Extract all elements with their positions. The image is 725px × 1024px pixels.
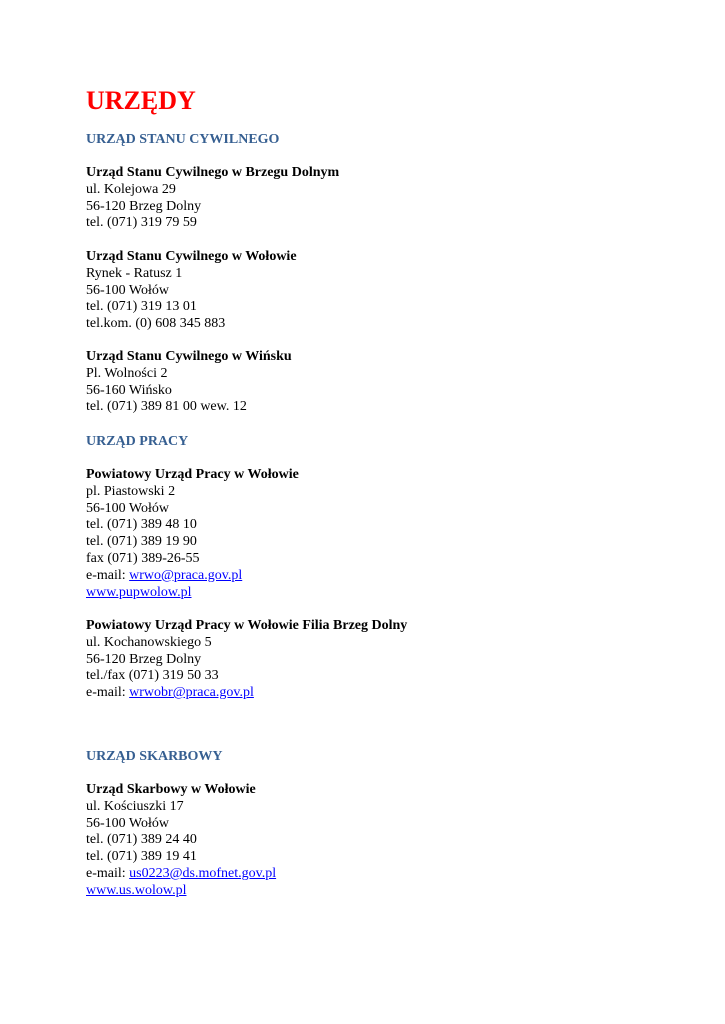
email-prefix: e-mail: <box>86 567 130 583</box>
phone: tel. (071) 389 19 41 <box>86 849 197 865</box>
email-prefix: e-mail: <box>86 865 130 881</box>
address-street: ul. Kolejowa 29 <box>86 181 176 197</box>
website-line <box>86 883 276 900</box>
email-line <box>86 685 407 702</box>
office-entry-usc-wolow <box>86 249 297 333</box>
email-line <box>86 568 299 585</box>
office-entry-us-wolow <box>86 782 276 900</box>
email-prefix: e-mail: <box>86 685 130 701</box>
website-link[interactable]: www.pupwolow.pl <box>86 584 192 600</box>
website-line <box>86 585 299 602</box>
email-line <box>86 866 276 883</box>
address-street: Pl. Wolności 2 <box>86 365 168 381</box>
address-street: ul. Kochanowskiego 5 <box>86 634 212 650</box>
address-city: 56-120 Brzeg Dolny <box>86 198 202 214</box>
office-name: Urząd Stanu Cywilnego w Brzegu Dolnym <box>86 165 340 180</box>
phone: tel. (071) 389 24 40 <box>86 832 197 848</box>
mobile-phone: tel.kom. (0) 608 345 883 <box>86 316 226 332</box>
office-entry-usc-brzeg-dolny <box>86 165 339 232</box>
office-name: Powiatowy Urząd Pracy w Wołowie <box>86 467 299 482</box>
section-heading-urzad-skarbowy: URZĄD SKARBOWY <box>86 749 223 764</box>
fax: fax (071) 389-26-55 <box>86 550 200 566</box>
office-entry-pup-filia-brzeg-dolny <box>86 618 407 702</box>
section-heading-urzad-pracy: URZĄD PRACY <box>86 434 189 449</box>
page-title: URZĘDY <box>86 86 196 115</box>
office-name: Powiatowy Urząd Pracy w Wołowie Filia Brzeg Dolny <box>86 618 408 633</box>
address-street: Rynek - Ratusz 1 <box>86 265 183 281</box>
address-city: 56-100 Wołów <box>86 282 170 298</box>
office-name: Urząd Stanu Cywilnego w Wińsku <box>86 349 292 364</box>
phone: tel. (071) 389 48 10 <box>86 517 197 533</box>
phone: tel. (071) 389 19 90 <box>86 534 197 550</box>
office-entry-pup-wolow <box>86 467 299 601</box>
email-link[interactable]: us0223@ds.mofnet.gov.pl <box>129 865 277 881</box>
address-city: 56-100 Wołów <box>86 500 170 516</box>
phone: tel. (071) 319 79 59 <box>86 215 197 231</box>
address-city: 56-120 Brzeg Dolny <box>86 651 202 667</box>
email-link[interactable]: wrwo@praca.gov.pl <box>129 567 243 583</box>
office-name: Urząd Stanu Cywilnego w Wołowie <box>86 249 297 264</box>
address-city: 56-100 Wołów <box>86 815 170 831</box>
section-heading-usc: URZĄD STANU CYWILNEGO <box>86 132 280 147</box>
office-entry-usc-winsko <box>86 349 292 416</box>
email-link[interactable]: wrwobr@praca.gov.pl <box>129 685 254 701</box>
phone-fax: tel./fax (071) 319 50 33 <box>86 668 219 684</box>
phone: tel. (071) 389 81 00 wew. 12 <box>86 399 247 415</box>
phone: tel. (071) 319 13 01 <box>86 299 197 315</box>
address-street: pl. Piastowski 2 <box>86 483 176 499</box>
address-city: 56-160 Wińsko <box>86 382 172 398</box>
office-name: Urząd Skarbowy w Wołowie <box>86 782 256 797</box>
address-street: ul. Kościuszki 17 <box>86 798 184 814</box>
website-link[interactable]: www.us.wolow.pl <box>86 882 187 898</box>
